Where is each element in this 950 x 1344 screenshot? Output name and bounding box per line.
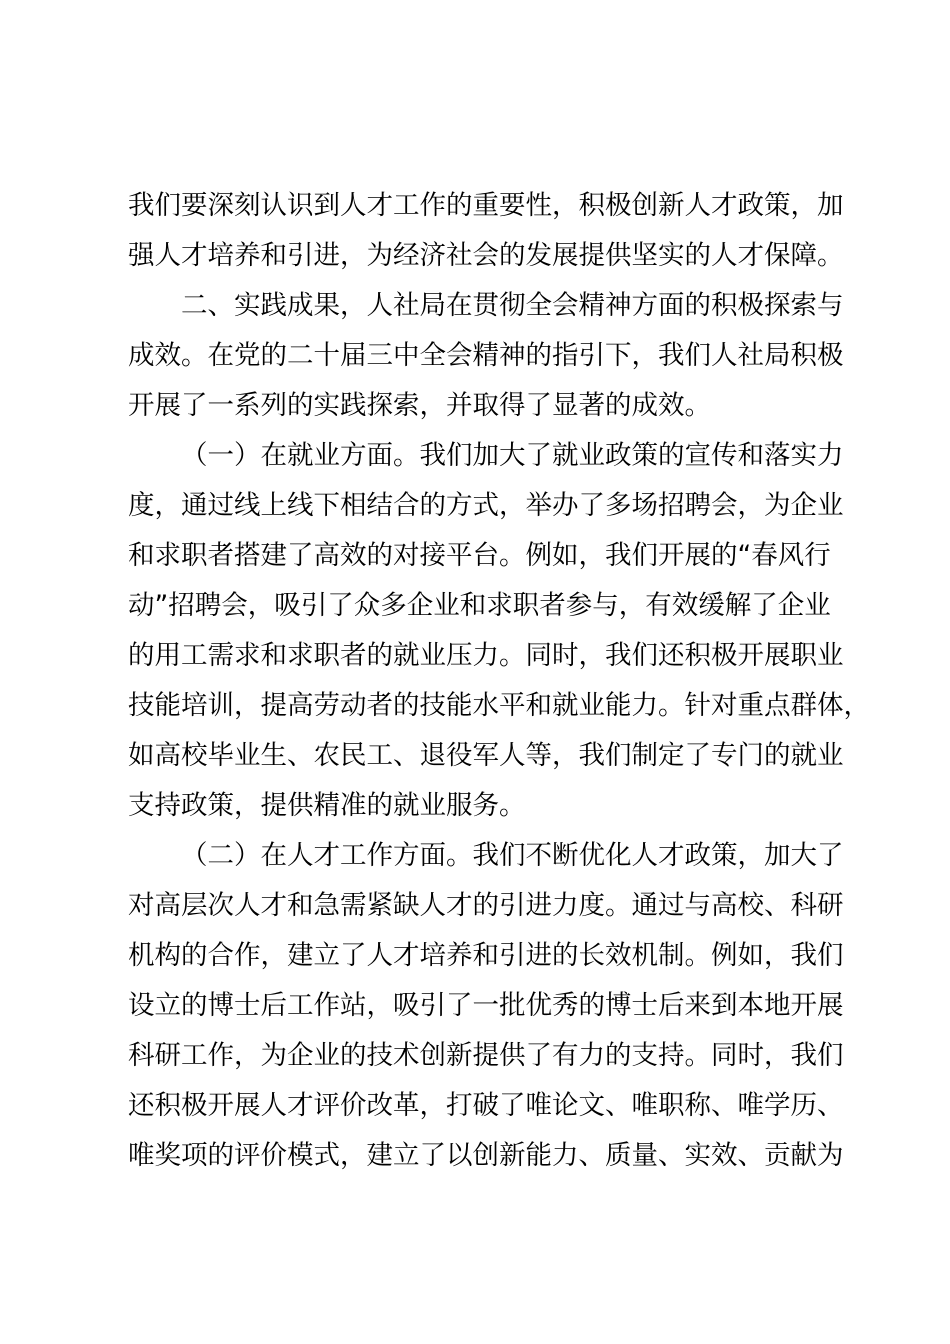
text-line: 还积极开展人才评价改革，打破了唯论文、唯职称、唯学历、 — [128, 1090, 844, 1121]
text-line: （二）在人才工作方面。我们不断优化人才政策，加大了 — [181, 840, 844, 871]
text-line: 动”招聘会，吸引了众多企业和求职者参与，有效缓解了企业 — [128, 590, 831, 621]
paragraph-practice-results — [128, 281, 844, 431]
text-line: 度，通过线上线下相结合的方式，举办了多场招聘会，为企业 — [128, 490, 844, 521]
text-line: 如高校毕业生、农民工、退役军人等，我们制定了专门的就业 — [128, 740, 844, 771]
text-line: 科研工作，为企业的技术创新提供了有力的支持。同时，我们 — [128, 1040, 844, 1071]
text-line: 机构的合作，建立了人才培养和引进的长效机制。例如，我们 — [128, 940, 844, 971]
text-line: 成效。在党的二十届三中全会精神的指引下，我们人社局积极 — [128, 340, 844, 371]
text-line: 设立的博士后工作站，吸引了一批优秀的博士后来到本地开展 — [128, 990, 844, 1021]
text-line: 对高层次人才和急需紧缺人才的引进力度。通过与高校、科研 — [128, 890, 844, 921]
document-body — [128, 181, 870, 1181]
text-line: （一）在就业方面。我们加大了就业政策的宣传和落实力 — [181, 440, 844, 471]
paragraph-employment — [128, 431, 870, 831]
text-line: 二、实践成果，人社局在贯彻全会精神方面的积极探索与 — [181, 290, 844, 321]
text-line: 我们要深刻认识到人才工作的重要性，积极创新人才政策，加 — [128, 190, 844, 221]
text-line: 和求职者搭建了高效的对接平台。例如，我们开展的“春风行 — [128, 540, 831, 571]
paragraph-talent-work — [128, 831, 844, 1181]
text-line: 的用工需求和求职者的就业压力。同时，我们还积极开展职业 — [128, 640, 844, 671]
paragraph-talent-importance — [128, 181, 844, 281]
text-line: 开展了一系列的实践探索，并取得了显著的成效。 — [128, 390, 711, 421]
text-line: 唯奖项的评价模式，建立了以创新能力、质量、实效、贡献为 — [128, 1140, 844, 1171]
text-line: 支持政策，提供精准的就业服务。 — [128, 790, 526, 821]
text-line: 强人才培养和引进，为经济社会的发展提供坚实的人才保障。 — [128, 240, 844, 271]
text-line: 技能培训，提高劳动者的技能水平和就业能力。针对重点群体， — [128, 690, 870, 721]
